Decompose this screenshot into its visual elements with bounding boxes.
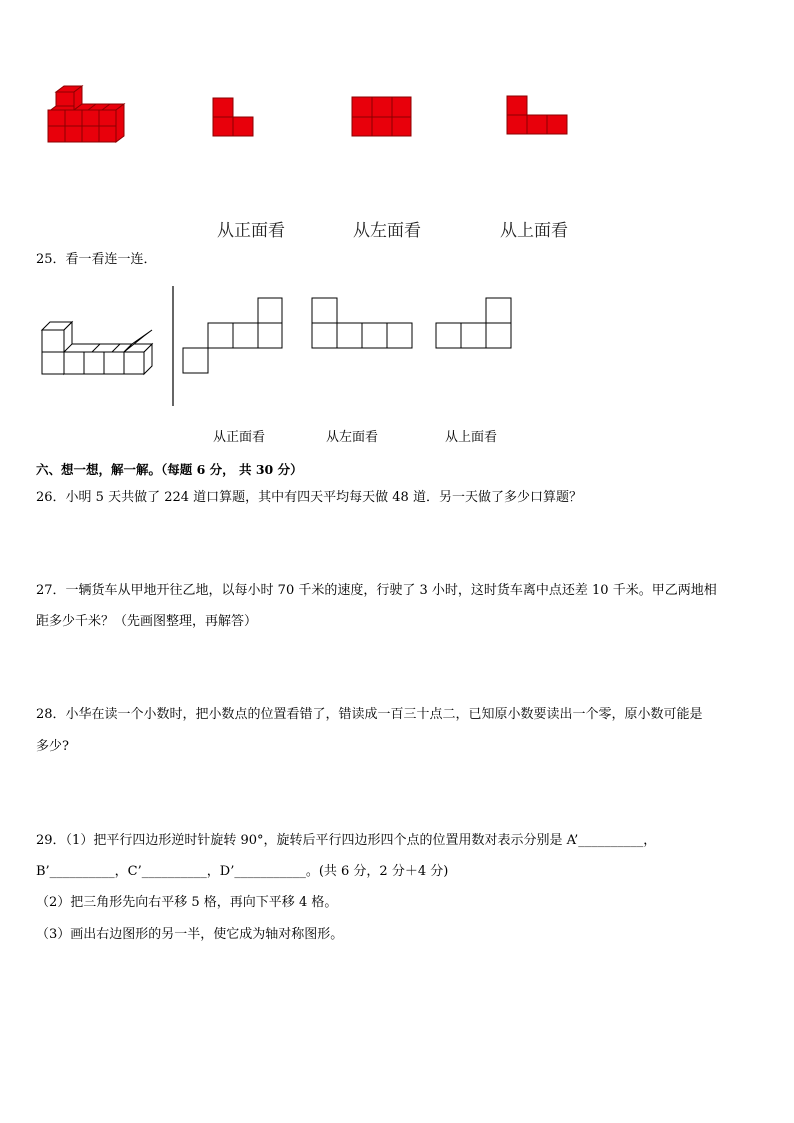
- q29-part2: （2）把三角形先向右平移 5 格，再向下平移 4 格。: [36, 895, 338, 910]
- q28-line2: 多少?: [36, 739, 69, 754]
- q24-label-left: 从左面看: [353, 221, 421, 241]
- red-cube-solid-figure: [44, 86, 126, 146]
- grid-view-figure-1: [183, 298, 283, 374]
- q25-label-top: 从上面看: [445, 430, 498, 445]
- q29-line1: 29．（1）把平行四边形逆时针旋转 90°，旋转后平行四边形四个点的位置用数对表示分别是 A’__________，: [36, 833, 657, 848]
- section6-title: 六、想一想，解一解。（每题 6 分， 共 30 分）: [36, 462, 303, 477]
- q29-part3: （3）画出右边图形的另一半，使它成为轴对称图形。: [36, 927, 344, 942]
- q25-label-front: 从正面看: [213, 430, 266, 445]
- q24-label-top: 从上面看: [500, 221, 568, 241]
- q25-label-left: 从左面看: [326, 430, 379, 445]
- q26-text: 26．小明 5 天共做了 224 道口算题，其中有四天平均每天做 48 道．另一天做了多少口算题？: [36, 490, 582, 505]
- q25-title: 25．看一看连一连．: [36, 252, 157, 267]
- q27-line2: 距多少千米？（先画图整理，再解答）: [36, 614, 258, 629]
- red-view-figure-2: [352, 97, 412, 137]
- grid-view-figure-2: [312, 298, 414, 350]
- red-view-figure-3: [507, 96, 569, 136]
- q28-line1: 28．小华在读一个小数时，把小数点的位置看错了，错读成一百三十点二，已知原小数要读出一个零，原小数可能是: [36, 707, 703, 722]
- q24-label-front: 从正面看: [217, 221, 285, 241]
- vertical-divider-line: [172, 286, 174, 406]
- red-view-figure-1: [213, 98, 255, 138]
- grid-view-figure-3: [436, 298, 514, 350]
- q29-line2: B’__________，C’__________，D’___________。(共 6 分，2 分＋4 分): [36, 864, 449, 879]
- q27-line1: 27．一辆货车从甲地开往乙地，以每小时 70 千米的速度，行驶了 3 小时，这时货车离中点还差 10 千米。甲乙两地相: [36, 583, 717, 598]
- white-cube-solid-figure: [42, 322, 154, 378]
